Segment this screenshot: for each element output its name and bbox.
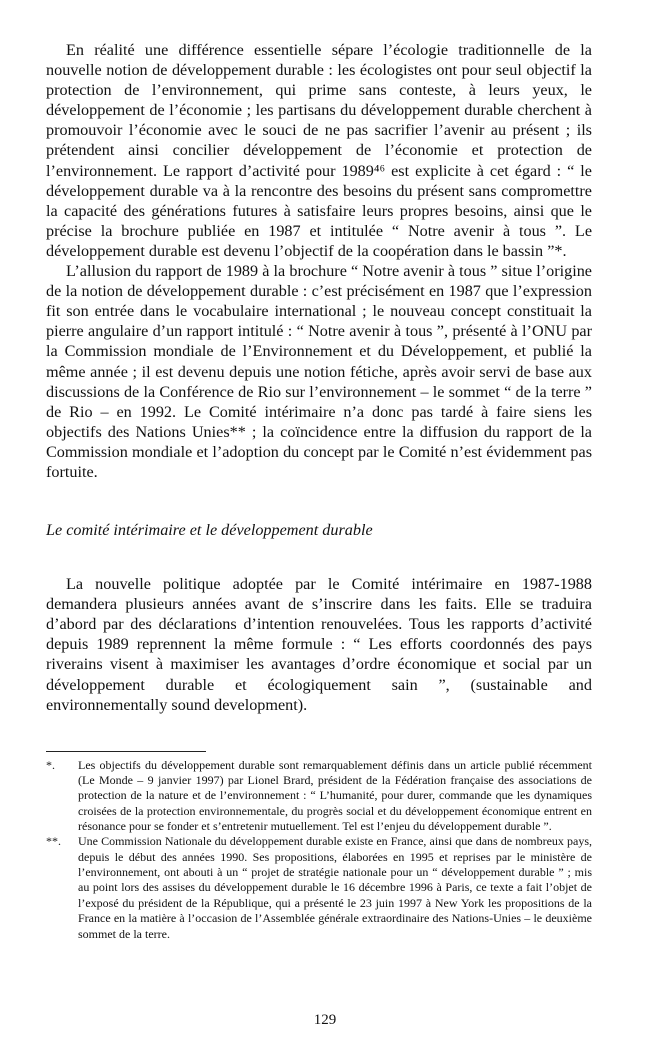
body-paragraph: L’allusion du rapport de 1989 à la brochure “ Notre avenir à tous ” situe l’origine de la notion de développement durable : c’est précisément en 1987 que l’expression fit son entrée dans le vocabulaire international ; le nouveau concept constituait la pierre angulaire d’un rapport intitulé : “ Notre avenir à tous ”, présenté à l’ONU par la Commission mondiale de l’Environnement et du Développement, et publié la même année ; il est devenu depuis une notion fétiche, après avoir servi de base aux discussions de la Conférence de Rio sur l’environnement – le sommet “ de la terre ” de Rio – en 1992. Le Comité intérimaire n’a donc pas tardé à faire siens les objectifs des Nations Unies** ; la coïncidence entre la diffusion du rapport de la Commission mondiale et l’adoption du concept par le Comité n’est évidemment pas fortuite. bbox=[46, 262, 592, 481]
footnote-text: Les objectifs du développement durable sont remarquablement définis dans un article publié récemment (Le Monde – 9 janvier 1997) par Lionel Brard, président de la Fédération française des associations de protection de la nature et de l’environnement : “ L’humanité, pour durer, commande que les dynamiques croisées de la protection environnementale, du progrès social et du développement économique entrent en résonance pour se fonder et s’entretenir mutuellement. Tel est l’enjeu du développement durable ”. bbox=[78, 757, 592, 834]
body-paragraph: En réalité une différence essentielle sépare l’écologie traditionnelle de la nouvelle notion de développement durable : les écologistes ont pour seul objectif la protection de l’environnement, qui prime sans conteste, à leurs yeux, le développement de l’économie ; les partisans du développement durable cherchent à promouvoir l’économie avec le souci de ne pas sacrifier l’avenir au présent ; ils prétendent ainsi concilier développement de l’économie et protection de l’environnement. Le rapport d’activité pour 1989⁴⁶ est explicite à cet égard : “ le développement durable va à la rencontre des besoins du présent sans compromettre la capacité des générations futures à satisfaire leurs propres besoins, ainsi que le précise la brochure publiée en 1987 et intitulée “ Notre avenir à tous ”. Le développement durable est devenu l’objectif de la coopération dans le bassin ”*. bbox=[46, 41, 592, 260]
page-body bbox=[46, 40, 592, 942]
section-heading: Le comité intérimaire et le développement durable bbox=[46, 521, 373, 540]
footnote bbox=[46, 834, 592, 941]
footnote-marker: **. bbox=[46, 834, 61, 849]
footnote-marker: *. bbox=[46, 757, 55, 772]
footnote-text: Une Commission Nationale du développement durable existe en France, ainsi que dans de nombreux pays, depuis le début des années 1990. Ses propositions, élaborées en 1995 et reprises par le ministère de l’environnement, ont abouti à un “ projet de stratégie nationale pour un “ développement durable ” ; mis au point lors des assises du développement durable le 16 décembre 1996 à Paris, ce texte a fait l’objet de l’exposé du président de la République, qui a présenté le 23 juin 1997 à New York les propositions de la France en la matière à l’occasion de l’Assemblée générale extraordinaire des Nations-Unies – le deuxième sommet de la terre. bbox=[78, 834, 592, 941]
footnote-divider bbox=[46, 751, 206, 752]
body-paragraph: La nouvelle politique adoptée par le Comité intérimaire en 1987-1988 demandera plusieurs années avant de s’inscrire dans les faits. Elle se traduira d’abord par des déclarations d’intention renouvelées. Tous les rapports d’activité depuis 1989 reprennent la même formule : “ Les efforts coordonnés des pays riverains visent à maximiser les avantages d’ordre économique et social par un développement durable et écologiquement sain ”, (sustainable and environnementally sound development). bbox=[46, 575, 592, 714]
footnote bbox=[46, 758, 592, 835]
page-number: 129 bbox=[313, 1012, 337, 1028]
